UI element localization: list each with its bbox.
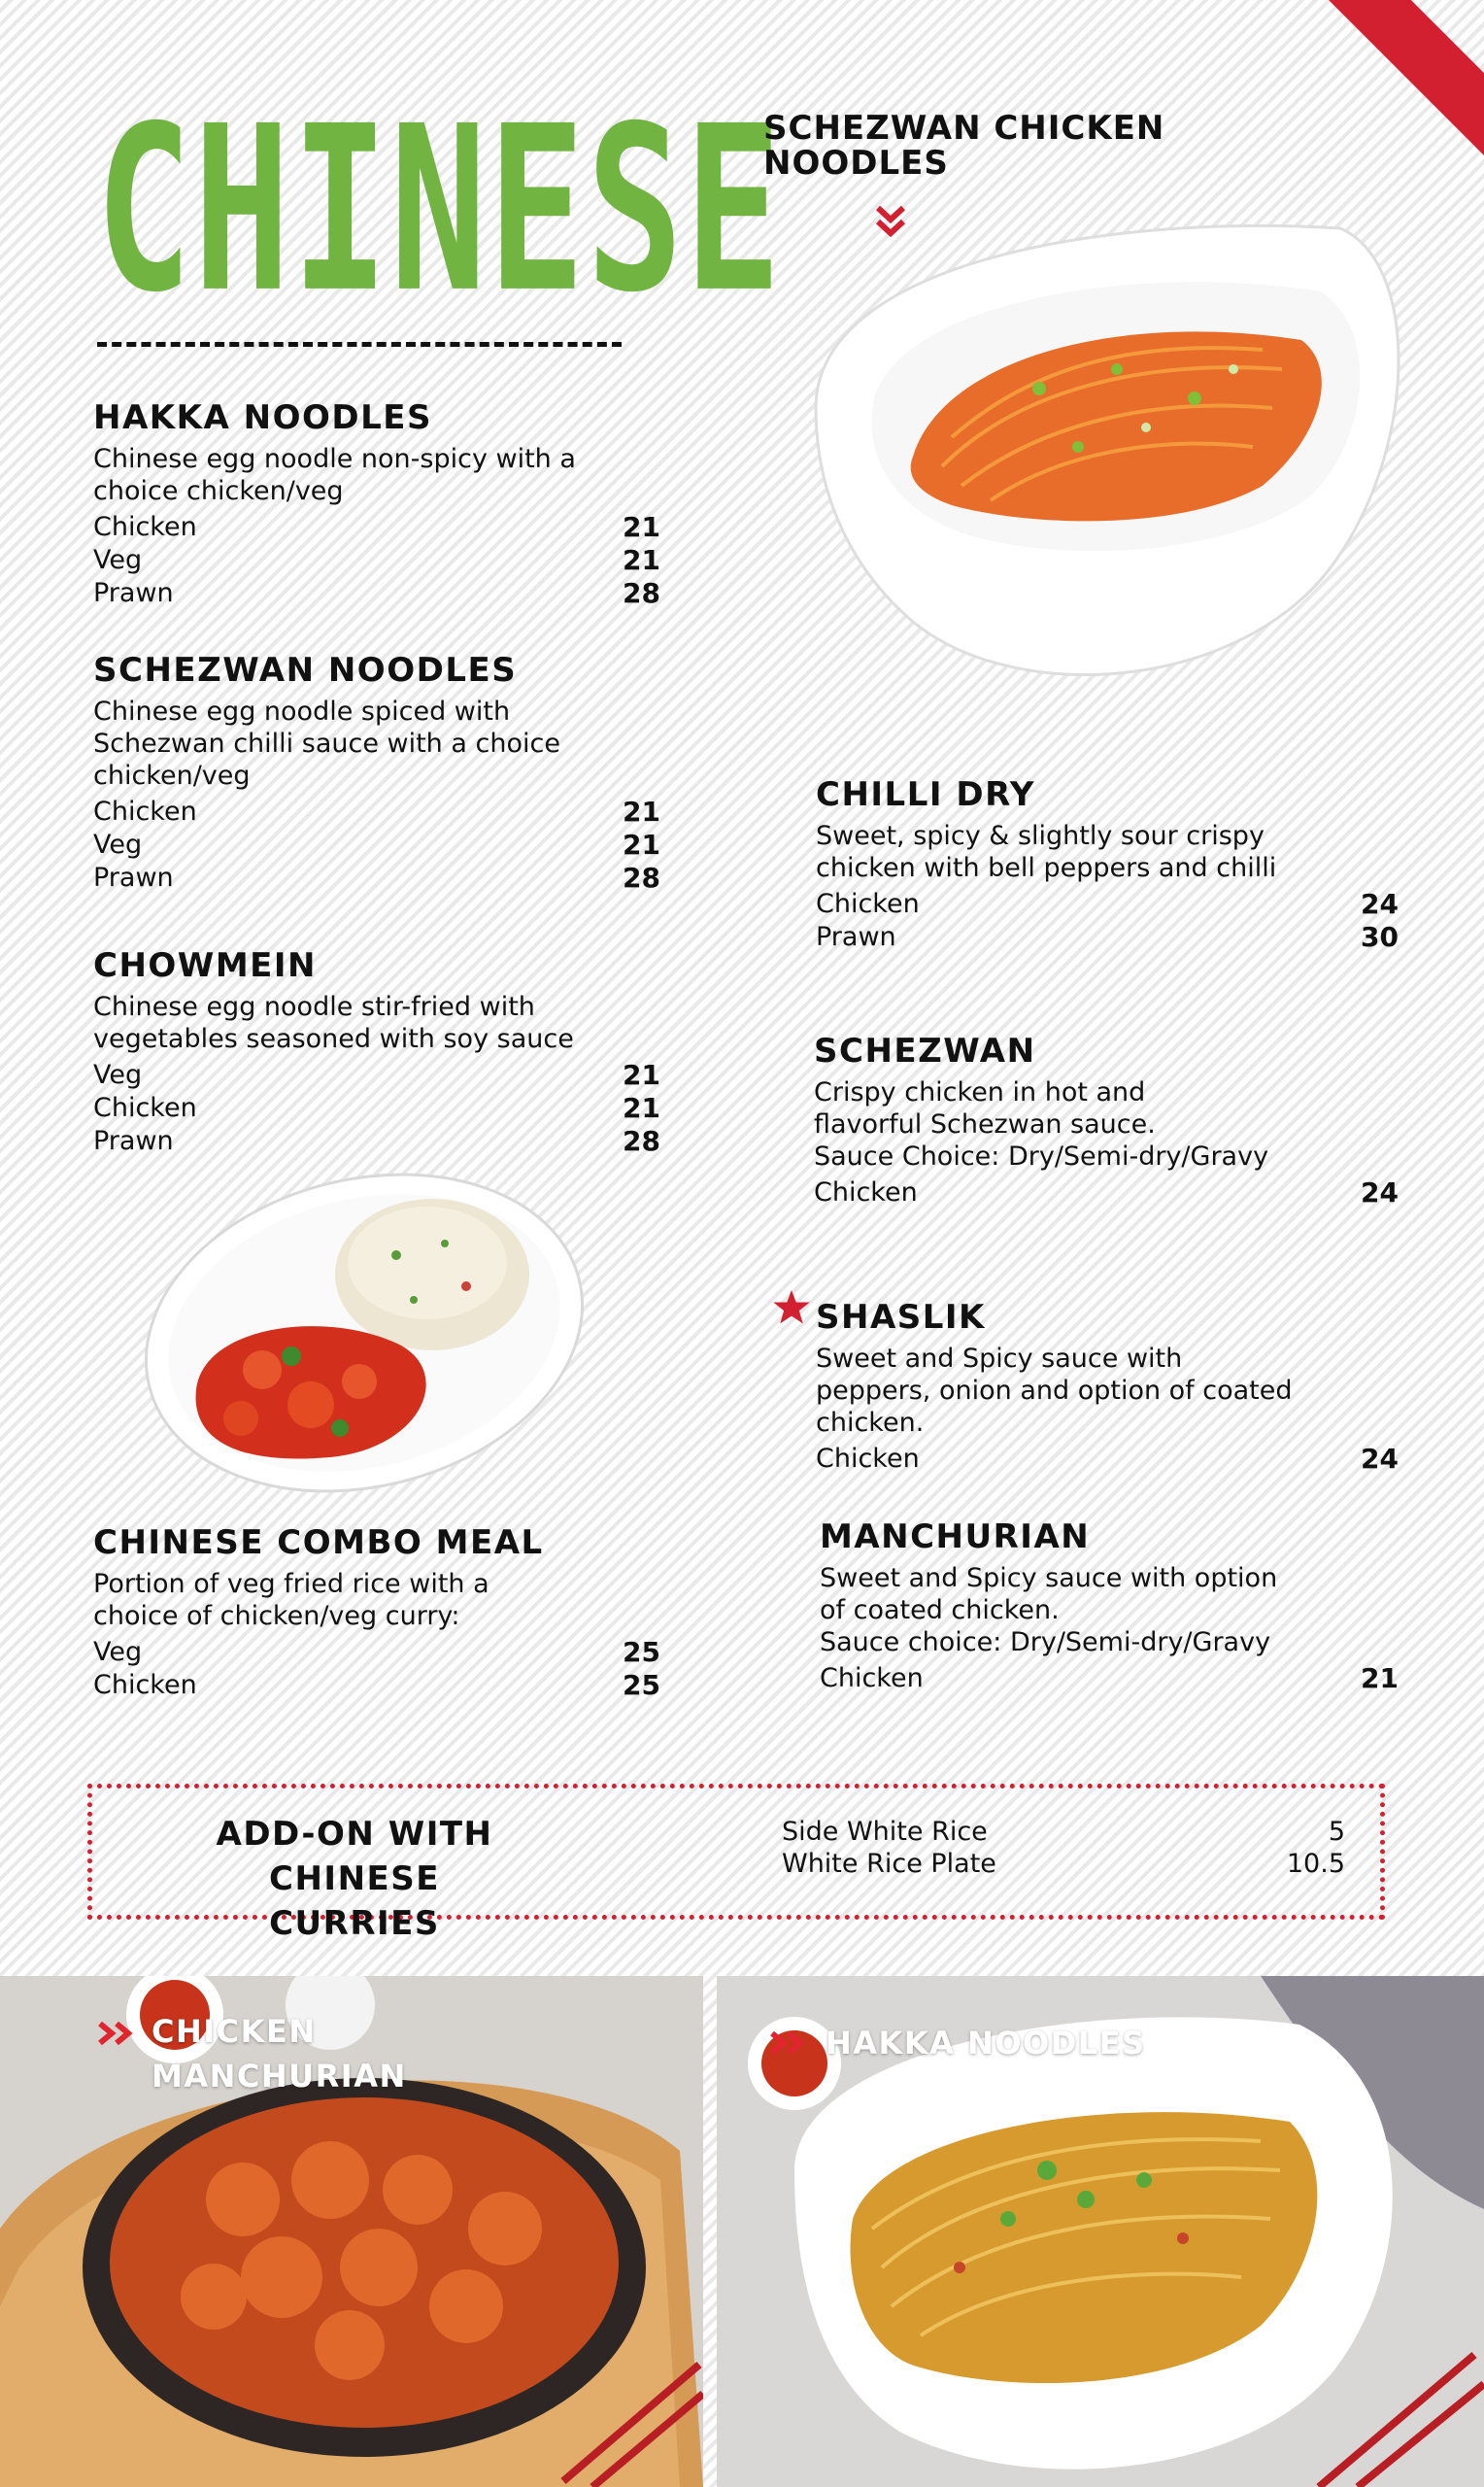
price-option: Chicken 24: [814, 1176, 1399, 1209]
dish-description: Chinese egg noodle stir-fried with vegetables seasoned with soy sauce: [93, 992, 574, 1054]
price-option: Prawn 28: [93, 577, 660, 609]
dish-name: SCHEZWAN: [814, 1032, 1036, 1071]
dish-description: Portion of veg fried rice with a choice of chicken/veg curry:: [93, 1569, 489, 1631]
addon-box: [87, 1784, 1385, 1943]
double-chevron-right-icon: [769, 2030, 808, 2056]
price-option: Chicken 21: [93, 796, 660, 828]
sauce-choice: Sauce Choice: Dry/Semi-dry/Gravy: [814, 1141, 1269, 1172]
price-option: Prawn 28: [93, 862, 660, 894]
menu-item-manchurian: [820, 1517, 1399, 1695]
photo-caption: CHICKEN MANCHURIAN: [152, 2013, 407, 2095]
addon-title: ADD-ON WITH CHINESE CURRIES: [216, 1815, 493, 1943]
dish-name: MANCHURIAN: [820, 1517, 1091, 1556]
menu-item-schezwan-noodles: [93, 651, 660, 895]
price-option: Prawn 30: [816, 921, 1399, 953]
dish-name: SHASLIK: [816, 1298, 986, 1337]
double-chevron-right-icon: [97, 2021, 136, 2046]
addon-item: White Rice Plate 10.5: [782, 1849, 1345, 1879]
dish-description: Sweet, spicy & slightly sour crispy chicken with bell peppers and chilli: [816, 821, 1277, 883]
price-option: Veg 25: [93, 1636, 660, 1668]
title-divider: [97, 342, 622, 347]
price-option: Veg 21: [93, 829, 660, 861]
addon-item: Side White Rice 5: [782, 1817, 1345, 1847]
menu-item-shaslik: [816, 1298, 1399, 1476]
price-option: Chicken 25: [93, 1669, 660, 1701]
price-option: Chicken 21: [93, 511, 660, 543]
chicken-manchurian-photo: [0, 1976, 703, 2487]
price-option: Veg 21: [93, 544, 660, 576]
dish-name: CHOWMEIN: [93, 946, 317, 985]
feature-dish-title: SCHEZWAN CHICKEN NOODLES: [763, 109, 1165, 183]
dish-description: Crispy chicken in hot and flavorful Schezwan sauce.: [814, 1077, 1156, 1140]
menu-item-chinese-combo-meal: [93, 1523, 660, 1702]
menu-item-schezwan: [814, 1032, 1399, 1209]
dish-description: Sweet and Spicy sauce with peppers, onion and option of coated chicken.: [816, 1344, 1293, 1438]
menu-item-chilli-dry: [816, 775, 1399, 954]
menu-item-hakka-noodles: [93, 398, 660, 610]
schezwan-noodles-bowl-image: [796, 204, 1428, 709]
dish-description: Chinese egg noodle spiced with Schezwan chilli sauce with a choice chicken/veg: [93, 697, 560, 791]
dish-name: SCHEZWAN NOODLES: [93, 651, 518, 690]
photo-caption: HAKKA NOODLES: [826, 2025, 1146, 2061]
dish-name: CHILLI DRY: [816, 775, 1036, 814]
price-option: Veg 21: [93, 1059, 660, 1091]
price-option: Prawn 28: [93, 1125, 660, 1157]
hakka-noodles-photo: [717, 1976, 1484, 2487]
price-option: Chicken 21: [93, 1092, 660, 1124]
combo-meal-plate-image: [136, 1166, 592, 1496]
menu-item-chowmein: [93, 946, 660, 1158]
price-option: Chicken 21: [820, 1662, 1399, 1694]
dish-name: CHINESE COMBO MEAL: [93, 1523, 544, 1562]
price-option: Chicken 24: [816, 888, 1399, 920]
dish-name: HAKKA NOODLES: [93, 398, 432, 437]
price-option: Chicken 24: [816, 1443, 1399, 1475]
star-icon: [773, 1290, 810, 1325]
addon-list: [782, 1816, 1345, 1880]
dish-description: Sweet and Spicy sauce with option of coated chicken.: [820, 1563, 1278, 1625]
page-title: CHINESE: [95, 78, 783, 343]
sauce-choice: Sauce choice: Dry/Semi-dry/Gravy: [820, 1627, 1271, 1657]
dish-description: Chinese egg noodle non-spicy with a choice chicken/veg: [93, 444, 576, 506]
